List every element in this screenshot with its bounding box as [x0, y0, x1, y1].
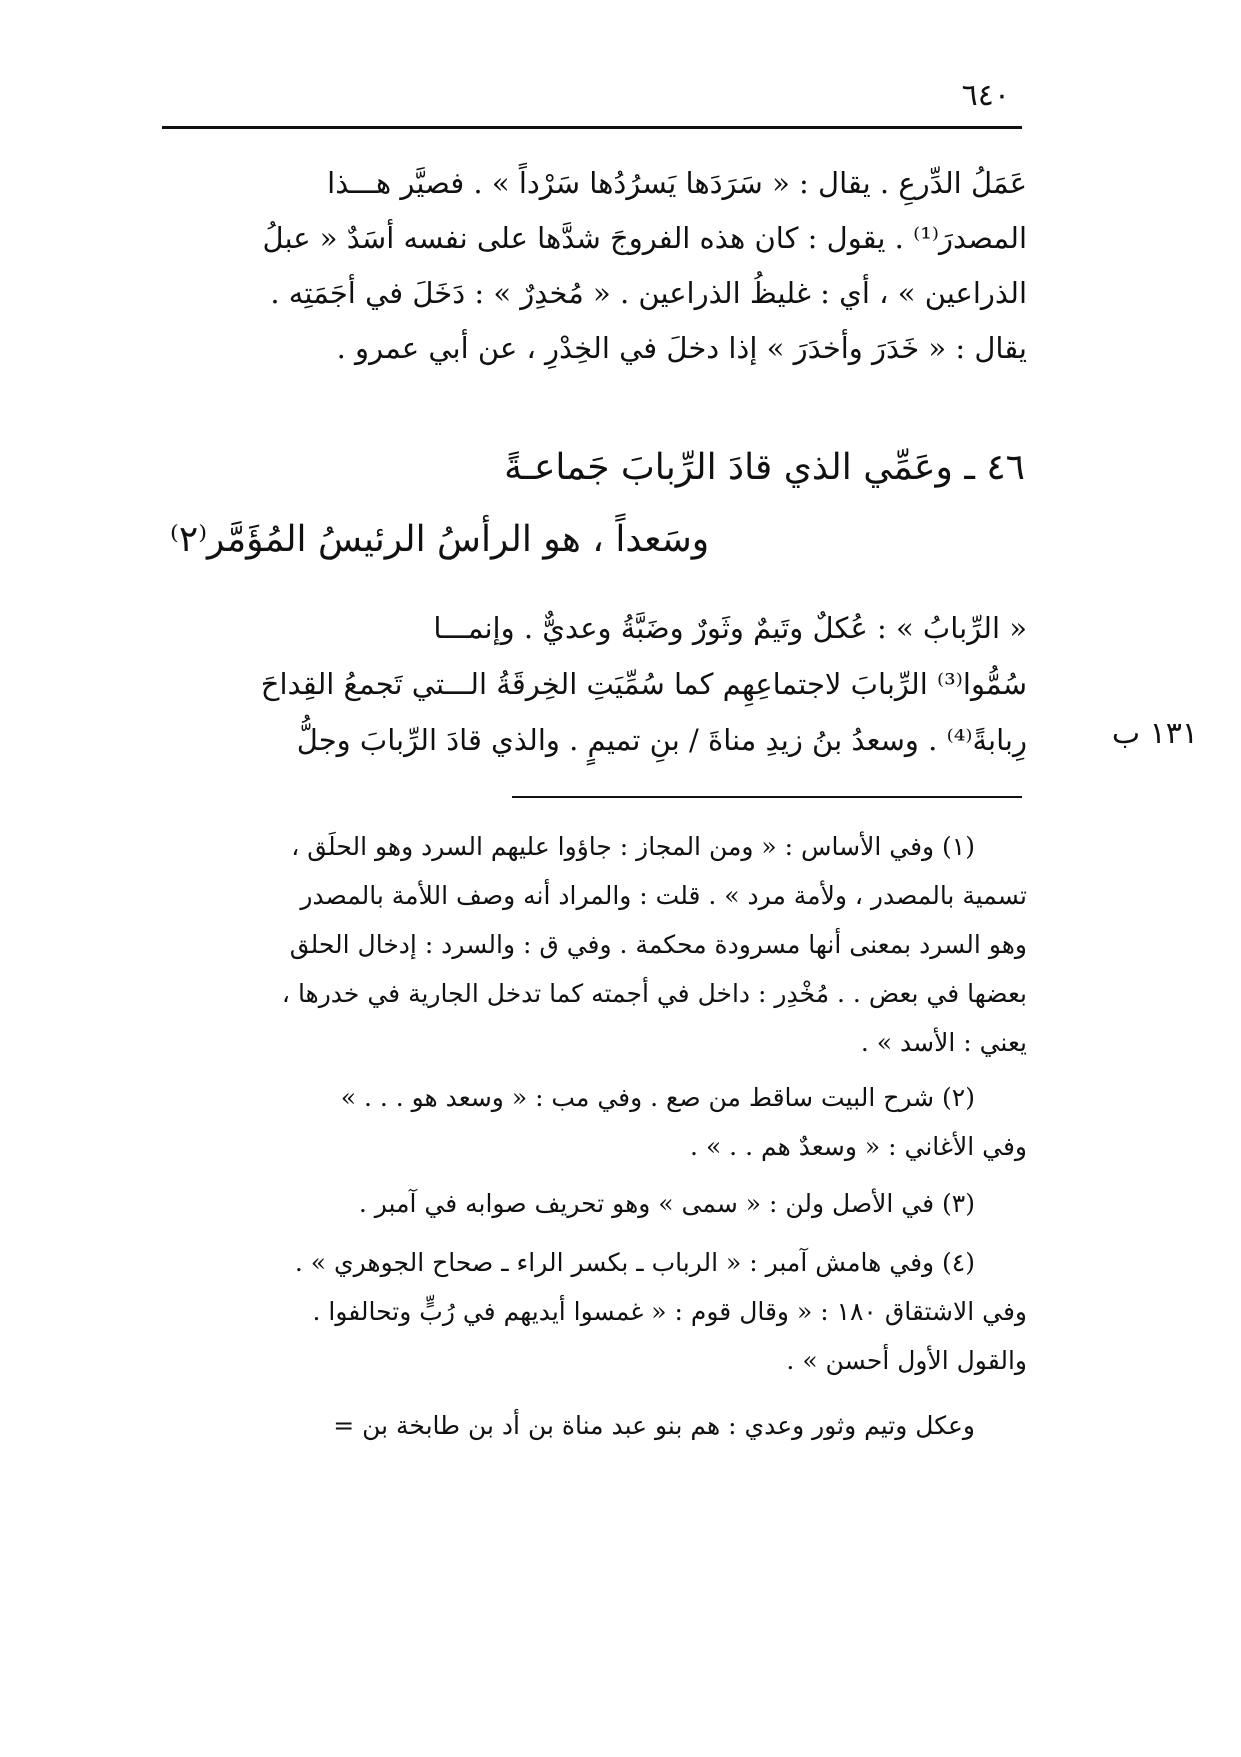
verse-commentary	[172, 600, 1027, 768]
main-text	[172, 156, 1027, 376]
commentary-line: رِبابةً⁽⁴⁾ . وسعدُ بنُ زيدِ مناةَ / بنِ تميمٍ . والذي قادَ الرِّبابَ وجلُّ	[296, 723, 1027, 757]
main-text-line: المصدرَ⁽¹⁾ . يقول : كان هذه الفروجَ شدَّها على نفسه أسَدٌ « عبلُ	[262, 221, 1027, 255]
footnote-line: وفي الاشتقاق ١٨٠ : « وقال قوم : « غمسوا أيديهم في رُبٍّ وتحالفوا .	[312, 1297, 1027, 1326]
footnote-line: والقول الأول أحسن » .	[786, 1346, 1027, 1375]
footnote-line: بعضها في بعض . . مُخْدِر : داخل في أجمته كما تدخل الجارية في خدرها ،	[281, 979, 1027, 1008]
commentary-line: « الرِّبابُ » : عُكلٌ وتَيمٌ وثَورٌ وضَبَّةُ وعديٌّ . وإنمـــا	[433, 611, 1027, 645]
footnote-continuation	[172, 1401, 1027, 1450]
commentary-line: سُمُّوا⁽³⁾ الرِّبابَ لاجتماعِهِم كما سُمِّيَتِ الخِرقَةُ الـــتي تَجمعُ القِداحَ	[260, 667, 1027, 701]
footnote-line: (٢) شرح البيت ساقط من صع . وفي مب : « وسعد هو . . . »	[340, 1083, 975, 1112]
footnotes	[172, 822, 1027, 1456]
footnote-2	[172, 1073, 1027, 1171]
footnote-line: وفي الأغاني : « وسعدٌ هم . . » .	[690, 1132, 1027, 1161]
footnote-line: يعني : الأسد » .	[860, 1028, 1027, 1057]
main-text-line: عَمَلُ الدِّرعِ . يقال : « سَرَدَها يَسرُدُها سَرْداً » . فصيَّر هـــذا	[327, 166, 1027, 200]
footnote-4	[172, 1238, 1027, 1385]
footnote-line: تسمية بالمصدر ، ولأمة مرد » . قلت : والمراد أنه وصف اللأمة بالمصدر	[300, 881, 1027, 910]
footnote-line: وهو السرد بمعنى أنها مسرودة محكمة . وفي ق : والسرد : إدخال الحلق	[289, 930, 1027, 959]
footnote-line: (٤) وفي هامش آمبر : « الرباب ـ بكسر الراء ـ صحاح الجوهري » .	[294, 1248, 975, 1277]
footnote-line: وعكل وتيم وثور وعدي : هم بنو عبد مناة بن أد بن طابخة بن =	[333, 1411, 975, 1440]
margin-folio-reference: ١٣١ ب	[1111, 716, 1198, 751]
main-text-line: الذراعين » ، أي : غليظُ الذراعين . « مُخدِرٌ » : دَخَلَ في أجَمَتِه .	[270, 276, 1027, 310]
footnote-1	[172, 822, 1027, 1067]
footnote-3	[172, 1179, 1027, 1228]
verse-hemistich-1: ٤٦ ـ وعَمِّي الذي قادَ الرِّبابَ جَماعـةً	[504, 447, 1025, 488]
verse-hemistich-2: وسَعداً ، هو الرأسُ الرئيسُ المُؤَمَّر⁽٢⁾	[170, 519, 710, 560]
footnote-rule	[512, 796, 1022, 798]
footnote-line: (٣) في الأصل ولن : « سمى » وهو تحريف صوابه في آمبر .	[358, 1189, 975, 1218]
footnote-line: (١) وفي الأساس : « ومن المجاز : جاؤوا عليهم السرد وهو الحلَق ،	[291, 832, 975, 861]
page-number: ٦٤٠	[961, 78, 1010, 113]
header-rule	[162, 126, 1022, 129]
main-text-line: يقال : « خَدَرَ وأخدَرَ » إذا دخلَ في الخِدْرِ ، عن أبي عمرو .	[336, 331, 1027, 365]
